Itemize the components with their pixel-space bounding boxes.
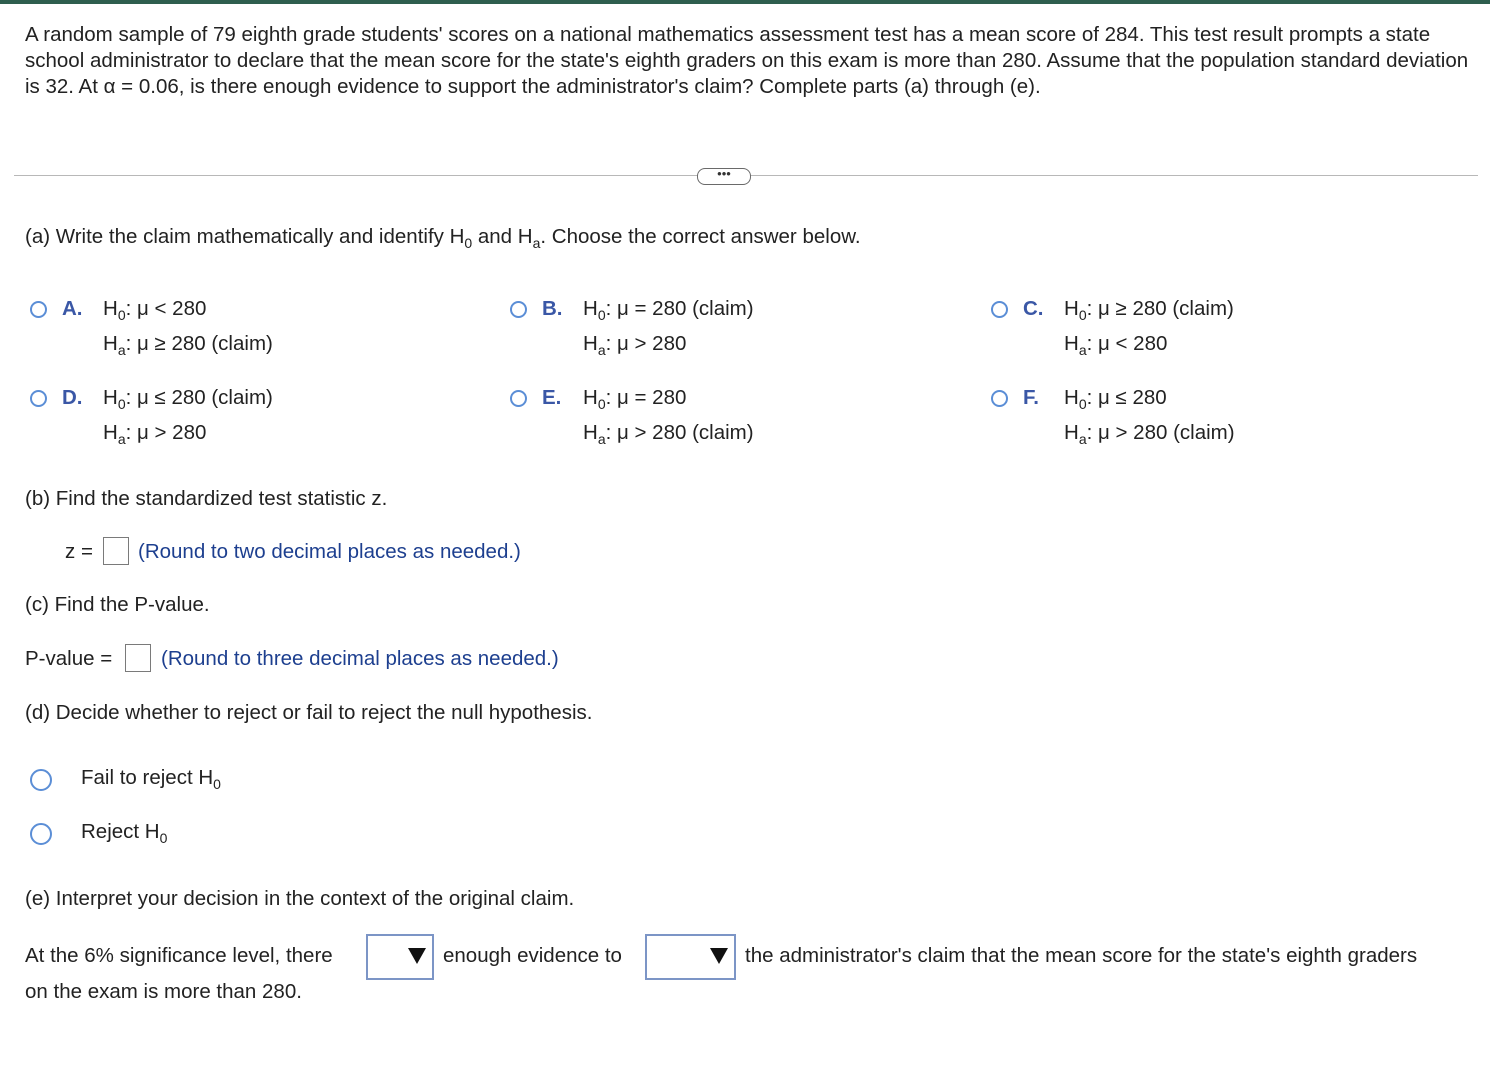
option-d-letter: D.	[62, 386, 83, 409]
option-b-letter: B.	[542, 297, 563, 320]
option-a-content: $H_0$: μ < 280 $H_a$: μ ≥ 280 (claim)	[103, 297, 273, 358]
option-f-letter: F.	[1023, 386, 1039, 409]
problem-statement: A random sample of 79 eighth grade students' scores on a national mathematics assessment test has a mean score of 284. This test result prompts a state school administrator to declare that the mean score for the state's eighth graders on this exam is more than 280. Assume that the population standard deviation is 32. At α = 0.06, is there enough evidence to support the administrator's claim? Complete parts (a) through (e).	[25, 23, 1469, 98]
reject-radio[interactable]	[30, 823, 52, 845]
evidence-dropdown[interactable]	[366, 934, 434, 980]
part-b-prompt: (b) Find the standardized test statistic z.	[25, 487, 388, 510]
part-e-prompt: (e) Interpret your decision in the context of the original claim.	[25, 887, 575, 910]
option-e-radio[interactable]	[510, 390, 527, 407]
option-b-content: $H_0$: μ = 280 (claim) $H_a$: μ > 280	[583, 297, 754, 358]
fail-to-reject-radio[interactable]	[30, 769, 52, 791]
interpretation-text-2: enough evidence to	[443, 944, 622, 967]
interpretation-text-1: At the 6% significance level, there	[25, 944, 333, 967]
option-e-content: $H_0$: μ = 280 $H_a$: μ > 280 (claim)	[583, 386, 754, 447]
option-c-letter: C.	[1023, 297, 1044, 320]
z-label: z =	[65, 540, 93, 563]
option-c-content: $H_0$: μ ≥ 280 (claim) $H_a$: μ < 280	[1064, 297, 1234, 358]
option-e-letter: E.	[542, 386, 562, 409]
part-d-prompt: (d) Decide whether to reject or fail to reject the null hypothesis.	[25, 701, 593, 724]
part-c-prompt: (c) Find the P-value.	[25, 593, 210, 616]
option-b-radio[interactable]	[510, 301, 527, 318]
interpretation-text-3: the administrator's claim that the mean score for the state's eighth graders	[745, 944, 1418, 967]
option-c-radio[interactable]	[991, 301, 1008, 318]
expand-more-button[interactable]: •••	[697, 168, 751, 185]
option-f-content: $H_0$: μ ≤ 280 $H_a$: μ > 280 (claim)	[1064, 386, 1235, 447]
option-a-radio[interactable]	[30, 301, 47, 318]
option-d-content: $H_0$: μ ≤ 280 (claim) $H_a$: μ > 280	[103, 386, 273, 447]
support-dropdown[interactable]	[645, 934, 736, 980]
option-a-letter: A.	[62, 297, 83, 320]
part-a-prompt: (a) Write the claim mathematically and identify $H_0$ and $H_a$. Choose the correct answer below.	[25, 225, 861, 251]
chevron-down-icon	[710, 948, 728, 964]
p-value-label: P-value =	[25, 647, 113, 670]
fail-to-reject-label: Fail to reject $H_0$	[81, 766, 221, 792]
z-input[interactable]	[103, 537, 129, 565]
reject-label: Reject $H_0$	[81, 820, 168, 846]
option-d-radio[interactable]	[30, 390, 47, 407]
z-hint: (Round to two decimal places as needed.)	[138, 540, 521, 563]
option-f-radio[interactable]	[991, 390, 1008, 407]
top-accent-bar	[0, 0, 1490, 4]
chevron-down-icon	[408, 948, 426, 964]
p-value-hint: (Round to three decimal places as needed.)	[161, 647, 559, 670]
interpretation-text-4: on the exam is more than 280.	[25, 980, 302, 1003]
p-value-input[interactable]	[125, 644, 151, 672]
